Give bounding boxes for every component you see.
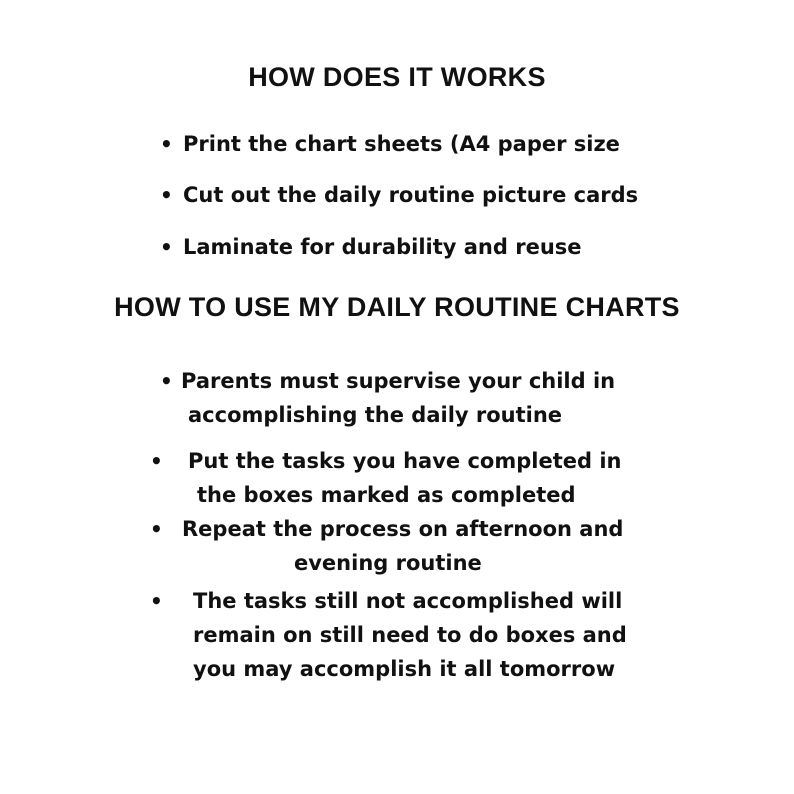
bullet-icon: • bbox=[160, 369, 173, 393]
list-item-text: Print the chart sheets (A4 paper size bbox=[183, 132, 620, 156]
list-item-line: you may accomplish it all tomorrow bbox=[193, 657, 616, 681]
list-item-line: evening routine bbox=[294, 551, 482, 575]
list-item-line: Parents must supervise your child in bbox=[181, 369, 616, 393]
bullet-icon: • bbox=[160, 132, 173, 156]
list-item-line: the boxes marked as completed bbox=[197, 483, 576, 507]
list-item-text: Laminate for durability and reuse bbox=[183, 235, 582, 259]
list-item-line: Put the tasks you have completed in bbox=[188, 449, 622, 473]
list-item-text: Cut out the daily routine picture cards bbox=[183, 183, 639, 207]
list-item-line: accomplishing the daily routine bbox=[188, 403, 563, 427]
section-1-title: HOW DOES IT WORKS bbox=[248, 62, 546, 92]
bullet-icon: • bbox=[160, 235, 173, 259]
bullet-icon: • bbox=[150, 589, 163, 613]
bullet-icon: • bbox=[160, 183, 173, 207]
bullet-icon: • bbox=[150, 517, 163, 541]
list-item-line: The tasks still not accomplished will bbox=[193, 589, 623, 613]
section-2-title: HOW TO USE MY DAILY ROUTINE CHARTS bbox=[114, 292, 680, 322]
list-item-line: Repeat the process on afternoon and bbox=[182, 517, 624, 541]
bullet-icon: • bbox=[150, 449, 163, 473]
list-item-line: remain on still need to do boxes and bbox=[193, 623, 627, 647]
